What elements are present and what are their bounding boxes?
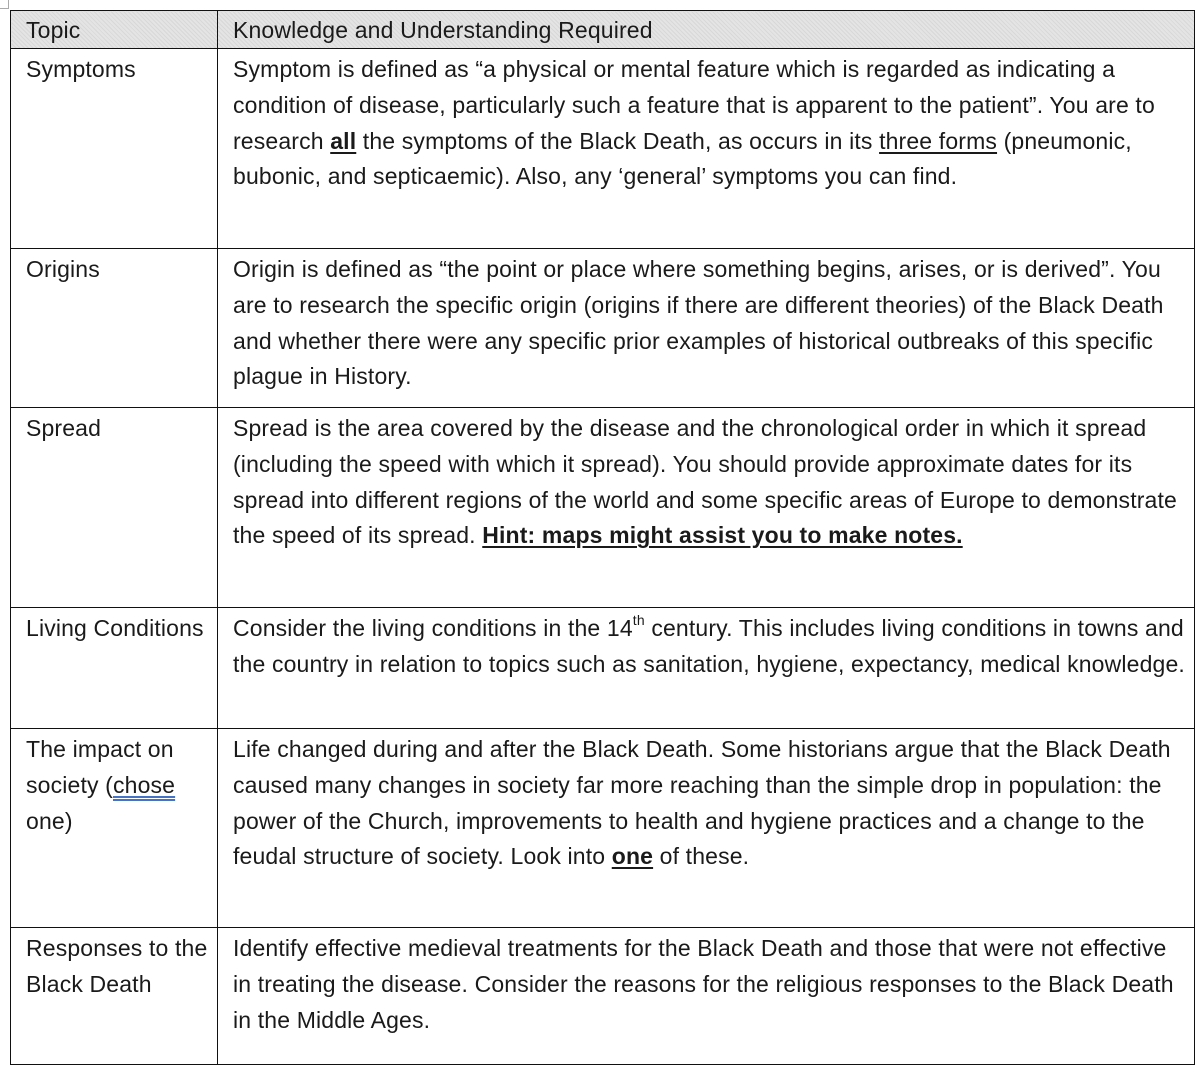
text: the symptoms of the Black Death, as occurs in its xyxy=(356,127,880,154)
table-row xyxy=(11,49,1195,249)
text: of these. xyxy=(653,843,750,870)
table-row xyxy=(11,408,1195,608)
table-row xyxy=(11,249,1195,408)
description-cell: Origin is defined as “the point or place where something begins, arises, or is derived”. You are to research the specific origin (origins if there are different theories) of the Black Death and whether there were any specific prior examples of historical outbreaks of this specific plague in History. xyxy=(218,249,1195,408)
topic-cell: Responses to the Black Death xyxy=(11,928,218,1065)
table-row xyxy=(11,608,1195,729)
topic-cell: Spread xyxy=(11,408,218,608)
text: (pneumonic, bubonic, and septicaemic). Also, any ‘general’ symptoms you can find. xyxy=(233,127,1132,190)
topic-cell: Living Conditions xyxy=(11,608,218,729)
description-cell xyxy=(218,49,1195,249)
text: Spread is the area covered by the disease and the chronological order in which it spread (including the speed with which it spread). You should provide approximate dates for its spread into different regions of the world and some specific areas of Europe to demonstrate the speed of its spread. xyxy=(233,415,1177,549)
superscript-th: th xyxy=(632,612,645,629)
description-cell xyxy=(218,408,1195,608)
emphasis-one: one xyxy=(611,843,654,870)
underline-three-forms: three forms xyxy=(879,127,998,154)
text: Symptom is defined as “a physical or mental feature which is regarded as indicating a condition of disease, particularly such a feature that is apparent to the patient”. You are to research xyxy=(233,56,1155,154)
emphasis-hint: Hint: maps might assist you to make notes. xyxy=(482,522,963,549)
table-move-handle[interactable] xyxy=(0,0,9,9)
topic-cell xyxy=(11,729,218,928)
emphasis-all: all xyxy=(330,127,357,154)
text: The impact on society ( xyxy=(26,736,174,798)
header-row xyxy=(11,11,1195,49)
description-cell xyxy=(218,608,1195,729)
text: century. This includes living conditions in towns and the country in relation to topics such as sanitation, hygiene, expectancy, medical knowledge. xyxy=(233,615,1185,677)
text: one) xyxy=(26,807,73,834)
topic-cell: Symptoms xyxy=(11,49,218,249)
table-row xyxy=(11,729,1195,928)
topics-table xyxy=(10,10,1195,1065)
text: Life changed during and after the Black Death. Some historians argue that the Black Death caused many changes in society far more reaching than the simple drop in population: the power of the Church, improvements to health and hygiene practices and a change to the feudal structure of society. Look into xyxy=(233,736,1171,870)
table-row xyxy=(11,928,1195,1065)
header-topic: Topic xyxy=(11,11,218,49)
spellcheck-flag-chose[interactable]: chose xyxy=(112,771,176,798)
description-cell xyxy=(218,729,1195,928)
text: Consider the living conditions in the 14 xyxy=(233,615,633,641)
topic-cell: Origins xyxy=(11,249,218,408)
header-knowledge: Knowledge and Understanding Required xyxy=(218,11,1195,49)
description-cell: Identify effective medieval treatments for the Black Death and those that were not effective in treating the disease. Consider the reasons for the religious responses to the Black Death in the Middle Ages. xyxy=(218,928,1195,1065)
